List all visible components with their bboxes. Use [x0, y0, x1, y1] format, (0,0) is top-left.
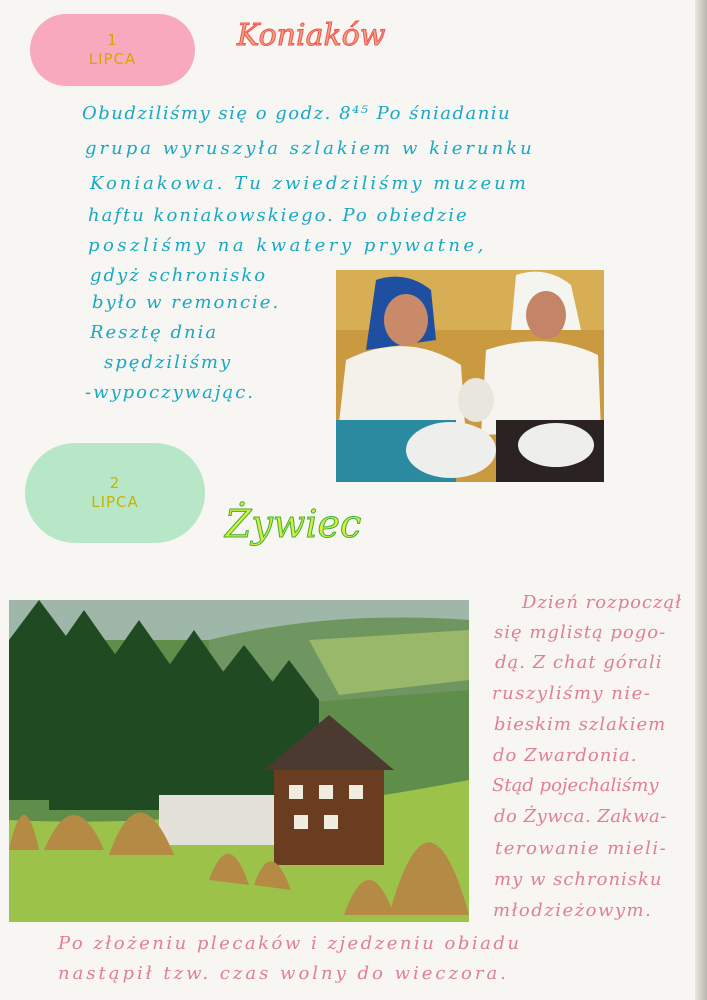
day2-bottom-line: Po złożeniu plecaków i zjedzeniu obiadu [58, 933, 522, 954]
day1-line: Resztę dnia [90, 322, 219, 343]
date-badge-day2-month: LIPCA [91, 493, 139, 511]
date-badge-day1-month: LIPCA [88, 50, 137, 68]
page-edge [695, 0, 707, 1000]
date-badge-day2-number: 2 [109, 474, 121, 492]
day2-side-line: młodzieżowym. [493, 900, 653, 921]
day2-side-line: Dzień rozpoczął [522, 592, 683, 613]
day2-side-line: do Zwardonia. [493, 745, 638, 766]
day1-line: spędziliśmy [104, 352, 233, 373]
day1-line: grupa wyruszyła szlakiem w kierunku [85, 138, 535, 159]
day2-bottom-line: nastąpił tzw. czas wolny do wieczora. [58, 963, 509, 984]
day1-line: haftu koniakowskiego. Po obiedzie [88, 205, 469, 226]
day2-side-line: dą. Z chat górali [495, 652, 663, 673]
day2-side-line: Stąd pojechaliśmy [492, 775, 659, 796]
date-badge-day1-number: 1 [107, 31, 118, 49]
day2-side-line: my w schronisku [494, 869, 663, 890]
day2-side-line: terowanie mieli- [495, 838, 668, 859]
day1-line: Koniakowa. Tu zwiedziliśmy muzeum [90, 173, 529, 194]
day1-title: Koniaków [237, 18, 386, 53]
day2-title: Żywiec [225, 502, 362, 546]
mountain-house-illustration [9, 600, 469, 922]
lacemakers-illustration [336, 270, 604, 482]
day2-side-line: ruszyliśmy nie- [492, 683, 652, 704]
date-badge-day1 [30, 14, 195, 86]
date-badge-day2 [25, 443, 205, 543]
day1-line: Obudziliśmy się o godz. 8⁴⁵ Po śniadaniu [82, 103, 512, 124]
day1-line: -wypoczywając. [85, 382, 256, 403]
day2-side-line: się mglistą pogo- [494, 622, 667, 643]
day1-line: poszliśmy na kwatery prywatne, [88, 235, 487, 256]
day2-side-line: do Żywca. Zakwa- [494, 806, 667, 827]
day2-side-line: bieskim szlakiem [494, 714, 667, 735]
day1-line: gdyż schronisko [90, 265, 268, 286]
lacemakers-photo [336, 270, 604, 482]
mountain-house-photo [9, 600, 469, 922]
day1-line: było w remoncie. [92, 292, 281, 313]
